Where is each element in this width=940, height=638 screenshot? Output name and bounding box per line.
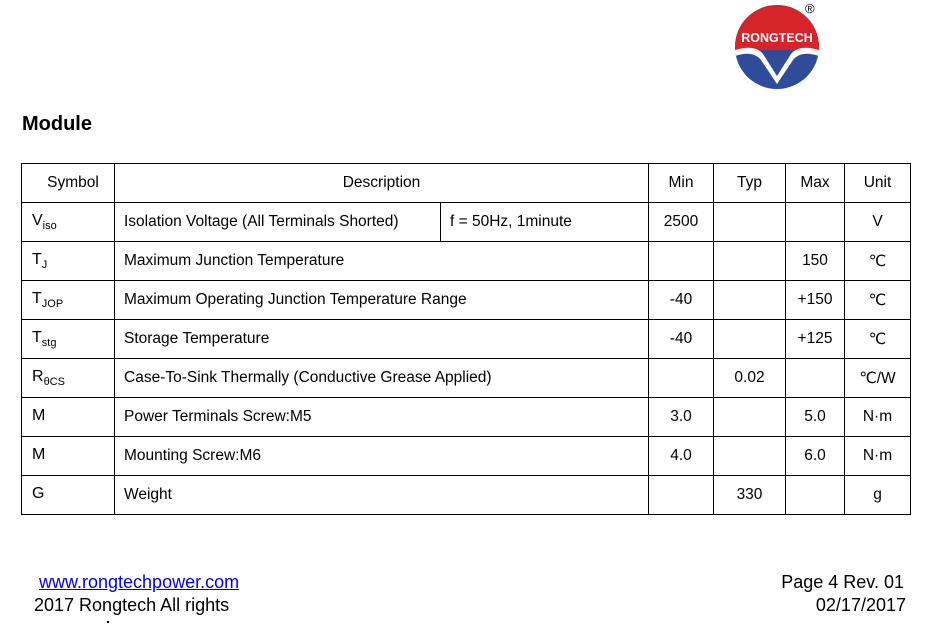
symbol-cell: M — [22, 398, 115, 437]
module-ratings-table — [21, 163, 911, 515]
unit-cell: ℃ — [845, 242, 911, 281]
table-row — [22, 437, 911, 476]
max-cell — [786, 203, 845, 242]
typ-cell — [714, 203, 786, 242]
typ-cell — [714, 320, 786, 359]
typ-cell: 0.02 — [714, 359, 786, 398]
description-cell: Isolation Voltage (All Terminals Shorted) — [115, 203, 441, 242]
description-cell: Power Terminals Screw:M5 — [115, 398, 649, 437]
unit-cell: N·m — [845, 437, 911, 476]
registered-mark: ® — [805, 1, 815, 16]
description-cell: Storage Temperature — [115, 320, 649, 359]
min-cell — [649, 242, 714, 281]
min-cell: 4.0 — [649, 437, 714, 476]
max-cell — [786, 359, 845, 398]
document-date: 02/17/2017 — [815, 595, 906, 615]
symbol-cell: $T_{stg}$ — [22, 320, 115, 359]
unit-cell: g — [845, 476, 911, 515]
header-description: Description — [115, 164, 649, 203]
table-header-row — [22, 164, 911, 203]
description-cell: Case-To-Sink Thermally (Conductive Grease Applied) — [115, 359, 649, 398]
header-min: Min — [649, 164, 714, 203]
table-row — [22, 398, 911, 437]
min-cell: -40 — [649, 281, 714, 320]
min-cell: 2500 — [649, 203, 714, 242]
table-row — [22, 242, 911, 281]
page-revision: Page 4 Rev. 01 — [781, 572, 904, 592]
table-row — [22, 476, 911, 515]
max-cell: +125 — [786, 320, 845, 359]
table-row — [22, 281, 911, 320]
description-cell: Mounting Screw:M6 — [115, 437, 649, 476]
description-cell: Maximum Junction Temperature — [115, 242, 649, 281]
min-cell — [649, 476, 714, 515]
max-cell: +150 — [786, 281, 845, 320]
description-cell: Weight — [115, 476, 649, 515]
min-cell: -40 — [649, 320, 714, 359]
website-link[interactable]: www.rongtechpower.com — [39, 572, 240, 592]
copyright-text: 2017 Rongtech All rights — [34, 595, 230, 615]
min-cell: 3.0 — [649, 398, 714, 437]
symbol-cell: $T_{JOP}$ — [22, 281, 115, 320]
symbol-cell: G — [22, 476, 115, 515]
table-row — [22, 359, 911, 398]
header-symbol: Symbol — [22, 164, 115, 203]
max-cell: 6.0 — [786, 437, 845, 476]
typ-cell — [714, 242, 786, 281]
typ-cell — [714, 281, 786, 320]
table-row — [22, 203, 911, 242]
symbol-cell: $V_{iso}$ — [22, 203, 115, 242]
description-cell: Maximum Operating Junction Temperature Range — [115, 281, 649, 320]
stray-dot — [107, 621, 109, 623]
unit-cell: ℃/W — [845, 359, 911, 398]
table-row — [22, 320, 911, 359]
symbol-cell: $R_{\theta CS}$ — [22, 359, 115, 398]
symbol-cell: M — [22, 437, 115, 476]
condition-cell: f = 50Hz, 1minute — [441, 203, 649, 242]
typ-cell — [714, 437, 786, 476]
header-max: Max — [786, 164, 845, 203]
typ-cell: 330 — [714, 476, 786, 515]
min-cell — [649, 359, 714, 398]
header-unit: Unit — [845, 164, 911, 203]
unit-cell: V — [845, 203, 911, 242]
max-cell — [786, 476, 845, 515]
header-typ: Typ — [714, 164, 786, 203]
unit-cell: ℃ — [845, 281, 911, 320]
typ-cell — [714, 398, 786, 437]
symbol-cell: $T_J$ — [22, 242, 115, 281]
max-cell: 5.0 — [786, 398, 845, 437]
logo-text: RONGTECH — [741, 31, 813, 45]
rongtech-logo — [733, 4, 821, 90]
section-title: Module — [22, 113, 92, 135]
unit-cell: ℃ — [845, 320, 911, 359]
max-cell: 150 — [786, 242, 845, 281]
unit-cell: N·m — [845, 398, 911, 437]
